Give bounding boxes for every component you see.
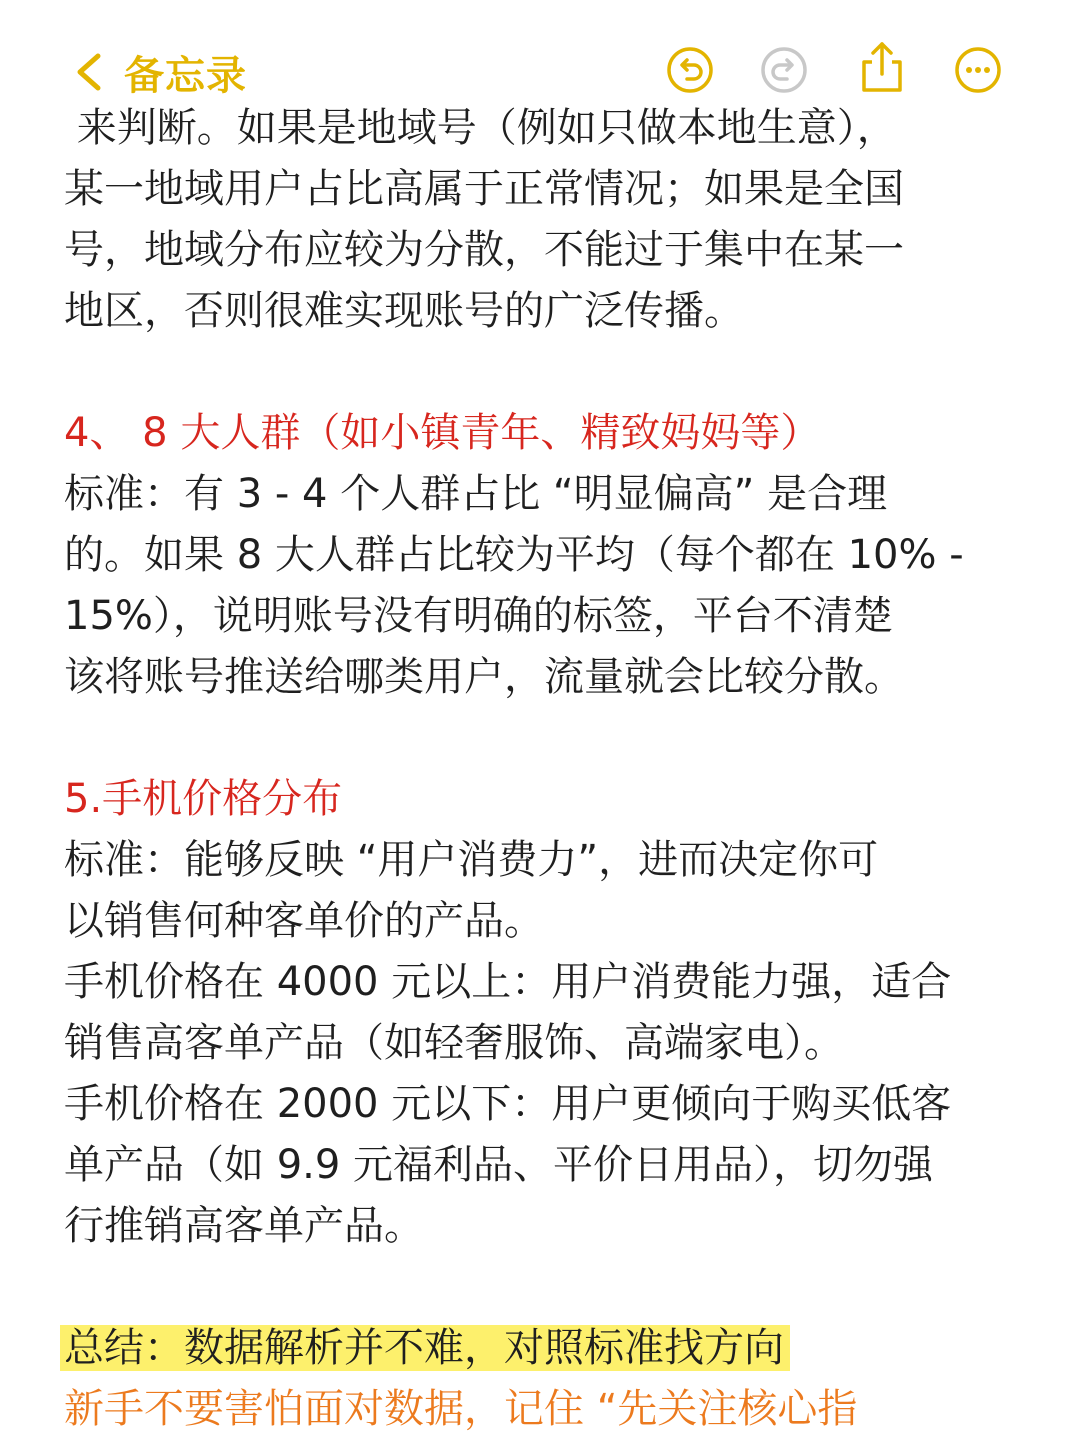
body-line: 单产品（如 9.9 元福利品、平价日用品），切勿强 [64, 1142, 934, 1188]
body-line: 手机价格在 4000 元以上：用户消费能力强，适合 [64, 959, 952, 1005]
summary-highlight: 总结：数据解析并不难，对照标准找方向 [60, 1325, 790, 1371]
body-line: 地区，否则很难实现账号的广泛传播。 [64, 288, 744, 334]
chevron-left-icon [72, 52, 106, 92]
undo-icon [664, 44, 716, 96]
more-button[interactable] [952, 44, 1004, 96]
more-icon [952, 44, 1004, 96]
section-5-heading: 5.手机价格分布 [64, 776, 343, 822]
undo-button[interactable] [664, 44, 716, 96]
body-line: 号，地域分布应较为分散，不能过于集中在某一 [64, 227, 904, 273]
body-line: 销售高客单产品（如轻奢服饰、高端家电）。 [64, 1020, 844, 1066]
redo-icon [758, 44, 810, 96]
note-body[interactable] [64, 98, 1024, 1440]
body-line: 该将账号推送给哪类用户，流量就会比较分散。 [64, 654, 904, 700]
redo-button[interactable] [758, 44, 810, 96]
body-line: 标准：有 3 - 4 个人群占比 “明显偏高” 是合理 [64, 471, 888, 517]
share-button[interactable] [856, 40, 908, 92]
blank-line [64, 342, 1024, 403]
body-line: 15%），说明账号没有明确的标签，平台不清楚 [64, 593, 893, 639]
body-line: 来判断。如果是地域号（例如只做本地生意）， [64, 105, 897, 151]
blank-line [64, 1257, 1024, 1318]
summary-line [64, 1318, 1024, 1379]
section-4-heading: 4、 8 大人群（如小镇青年、精致妈妈等） [64, 410, 821, 456]
share-icon [856, 40, 908, 96]
body-line: 标准：能够反映 “用户消费力”，进而决定你可 [64, 837, 879, 883]
body-line: 的。如果 8 大人群占比较为平均（每个都在 10% - [64, 532, 964, 578]
body-line: 以销售何种客单价的产品。 [64, 898, 544, 944]
back-button-label: 备忘录 [124, 52, 247, 99]
navigation-bar [0, 0, 1080, 110]
body-line: 手机价格在 2000 元以下：用户更倾向于购买低客 [64, 1081, 952, 1127]
body-line: 某一地域用户占比高属于正常情况；如果是全国 [64, 166, 904, 212]
body-line: 行推销高客单产品。 [64, 1203, 424, 1249]
summary-line-2: 新手不要害怕面对数据，记住 “先关注核心指 [64, 1386, 858, 1432]
back-button[interactable] [72, 44, 247, 100]
blank-line [64, 708, 1024, 769]
